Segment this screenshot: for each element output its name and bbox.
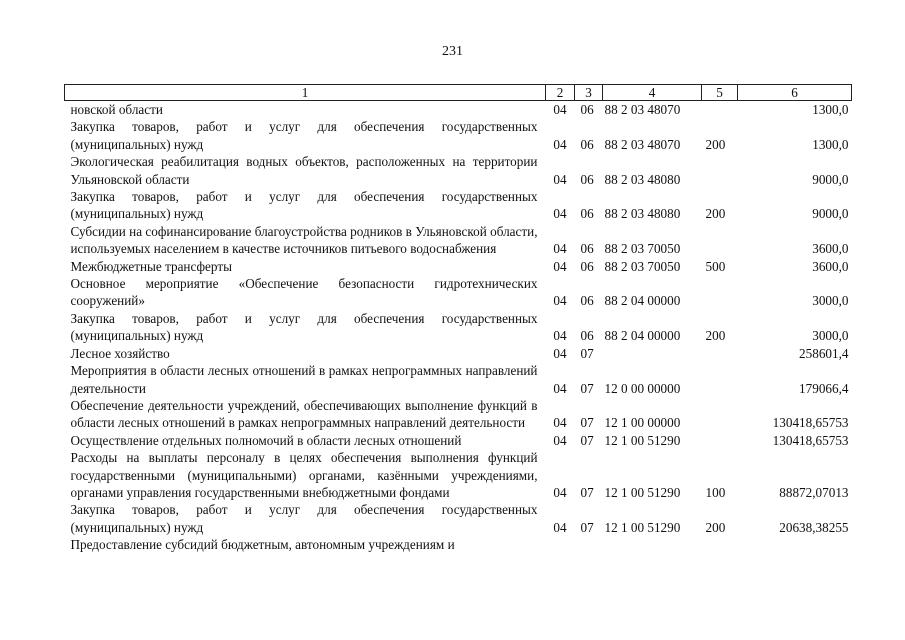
row-section-code: 04 — [553, 328, 567, 344]
row-name: Основное мероприятие «Обеспечение безопасности гидротехнических сооружений» — [70, 276, 538, 309]
row-amount — [738, 536, 852, 553]
row-expense-type — [702, 101, 738, 119]
row-subsection-code: 06 — [580, 293, 594, 309]
table-row — [65, 449, 852, 501]
row-subsection-code: 06 — [580, 258, 594, 274]
row-name: Экологическая реабилитация водных объектов, расположенных на территории Ульяновской области — [70, 154, 538, 187]
row-expense-type: 200 — [705, 136, 726, 152]
row-target-article: 12 0 00 00000 — [604, 380, 681, 396]
row-section-code: 04 — [553, 206, 567, 222]
row-name: Обеспечение деятельности учреждений, обеспечивающих выполнение функций в области лесных отношений в рамках непрограммных направлений деятельности — [70, 397, 538, 431]
row-section-code: 04 — [553, 136, 567, 152]
row-amount: 3000,0 — [812, 328, 849, 344]
column-header-expense-type: 5 — [702, 85, 738, 101]
row-name: Осуществление отдельных полномочий в области лесных отношений — [70, 432, 462, 448]
row-expense-type: 200 — [705, 519, 726, 535]
row-expense-type — [702, 275, 738, 310]
row-name: Лесное хозяйство — [70, 345, 170, 361]
row-subsection-code: 07 — [580, 432, 594, 448]
row-target-article: 12 1 00 51290 — [604, 484, 681, 500]
row-expense-type: 500 — [705, 258, 726, 274]
row-amount: 258601,4 — [799, 345, 849, 361]
row-amount: 179066,4 — [799, 380, 849, 396]
row-subsection-code: 07 — [580, 415, 594, 431]
row-subsection-code: 06 — [580, 102, 594, 117]
row-expense-type — [702, 345, 738, 362]
column-header-target-article: 4 — [603, 85, 702, 101]
row-expense-type — [702, 362, 738, 397]
row-target-article: 12 1 00 00000 — [604, 415, 681, 431]
row-section-code: 04 — [553, 345, 567, 361]
row-subsection-code: 06 — [580, 328, 594, 344]
row-amount: 3600,0 — [812, 241, 849, 257]
row-name: Расходы на выплаты персоналу в целях обеспечения выполнения функций государственными (муниципальными) органами, казёнными учреждениями, органами управления государственными внебюджетными фондами — [70, 450, 538, 500]
row-name: Закупка товаров, работ и услуг для обеспечения государственных (муниципальных) нужд — [70, 310, 538, 344]
table-row — [65, 188, 852, 223]
row-amount: 20638,38255 — [779, 519, 849, 535]
row-subsection-code: 07 — [580, 345, 594, 361]
table-row — [65, 275, 852, 310]
table-row — [65, 223, 852, 258]
row-subsection-code: 07 — [580, 484, 594, 500]
row-subsection-code — [575, 536, 603, 553]
row-expense-type — [702, 223, 738, 258]
row-subsection-code: 06 — [580, 206, 594, 222]
table-row — [65, 258, 852, 275]
row-amount: 1300,0 — [812, 102, 849, 117]
row-section-code — [546, 536, 575, 553]
table-row — [65, 501, 852, 536]
row-target-article: 88 2 03 48080 — [604, 171, 681, 187]
row-expense-type — [702, 432, 738, 449]
row-target-article: 88 2 03 48080 — [604, 206, 681, 222]
row-amount: 3000,0 — [812, 293, 849, 309]
row-target-article: 88 2 03 70050 — [604, 258, 681, 274]
row-amount: 3600,0 — [812, 258, 849, 274]
row-expense-type — [702, 397, 738, 432]
table-row — [65, 432, 852, 449]
row-target-article: 88 2 03 70050 — [604, 241, 681, 257]
row-section-code: 04 — [553, 241, 567, 257]
row-expense-type: 200 — [705, 328, 726, 344]
row-amount: 9000,0 — [812, 171, 849, 187]
row-subsection-code: 06 — [580, 241, 594, 257]
page-number: 231 — [442, 44, 463, 59]
row-target-article — [603, 536, 702, 553]
row-target-article: 12 1 00 51290 — [604, 519, 681, 535]
row-section-code: 04 — [553, 102, 567, 117]
row-subsection-code: 06 — [580, 136, 594, 152]
column-header-amount: 6 — [738, 85, 852, 101]
row-section-code: 04 — [553, 293, 567, 309]
table-row — [65, 118, 852, 153]
row-name: Субсидии на софинансирование благоустройства родников в Ульяновской области, используемых населением в качестве источников питьевого водоснабжения — [70, 223, 538, 257]
row-name: Закупка товаров, работ и услуг для обеспечения государственных (муниципальных) нужд — [70, 502, 538, 535]
row-amount: 9000,0 — [812, 206, 849, 222]
table-row — [65, 397, 852, 432]
row-target-article: 88 2 03 48070 — [604, 102, 681, 117]
row-section-code: 04 — [553, 171, 567, 187]
column-header-name: 1 — [65, 85, 546, 101]
row-expense-type — [702, 153, 738, 188]
table-header-row — [65, 85, 852, 101]
row-target-article: 12 1 00 51290 — [604, 432, 681, 448]
row-section-code: 04 — [553, 258, 567, 274]
row-section-code: 04 — [553, 380, 567, 396]
row-expense-type — [702, 536, 738, 553]
row-name: Закупка товаров, работ и услуг для обеспечения государственных (муниципальных) нужд — [70, 189, 538, 222]
table-row — [65, 153, 852, 188]
row-subsection-code: 07 — [580, 519, 594, 535]
row-target-article: 88 2 03 48070 — [604, 136, 681, 152]
row-subsection-code: 06 — [580, 171, 594, 187]
row-name: Предоставление субсидий бюджетным, автономным учреждениям и — [70, 537, 455, 553]
row-section-code: 04 — [553, 415, 567, 431]
row-expense-type: 200 — [705, 206, 726, 222]
table-row — [65, 101, 852, 119]
row-name: Закупка товаров, работ и услуг для обеспечения государственных (муниципальных) нужд — [70, 119, 538, 152]
budget-table — [64, 84, 852, 554]
table-row — [65, 310, 852, 345]
row-name: Межбюджетные трансферты — [70, 258, 232, 274]
row-target-article: 88 2 04 00000 — [604, 293, 681, 309]
row-amount: 130418,65753 — [772, 415, 849, 431]
table-row — [65, 362, 852, 397]
row-target-article — [603, 345, 702, 362]
row-section-code: 04 — [553, 484, 567, 500]
row-amount: 1300,0 — [812, 136, 849, 152]
row-amount: 130418,65753 — [772, 432, 849, 448]
row-section-code: 04 — [553, 432, 567, 448]
row-expense-type: 100 — [705, 484, 726, 500]
table-row — [65, 345, 852, 362]
row-amount: 88872,07013 — [779, 484, 849, 500]
column-header-section: 2 — [546, 85, 575, 101]
row-name: Мероприятия в области лесных отношений в рамках непрограммных направлений деятельности — [70, 363, 538, 396]
table-row — [65, 536, 852, 553]
row-target-article: 88 2 04 00000 — [604, 328, 681, 344]
row-section-code: 04 — [553, 519, 567, 535]
column-header-subsection: 3 — [575, 85, 603, 101]
row-name: новской области — [70, 102, 163, 117]
row-subsection-code: 07 — [580, 380, 594, 396]
